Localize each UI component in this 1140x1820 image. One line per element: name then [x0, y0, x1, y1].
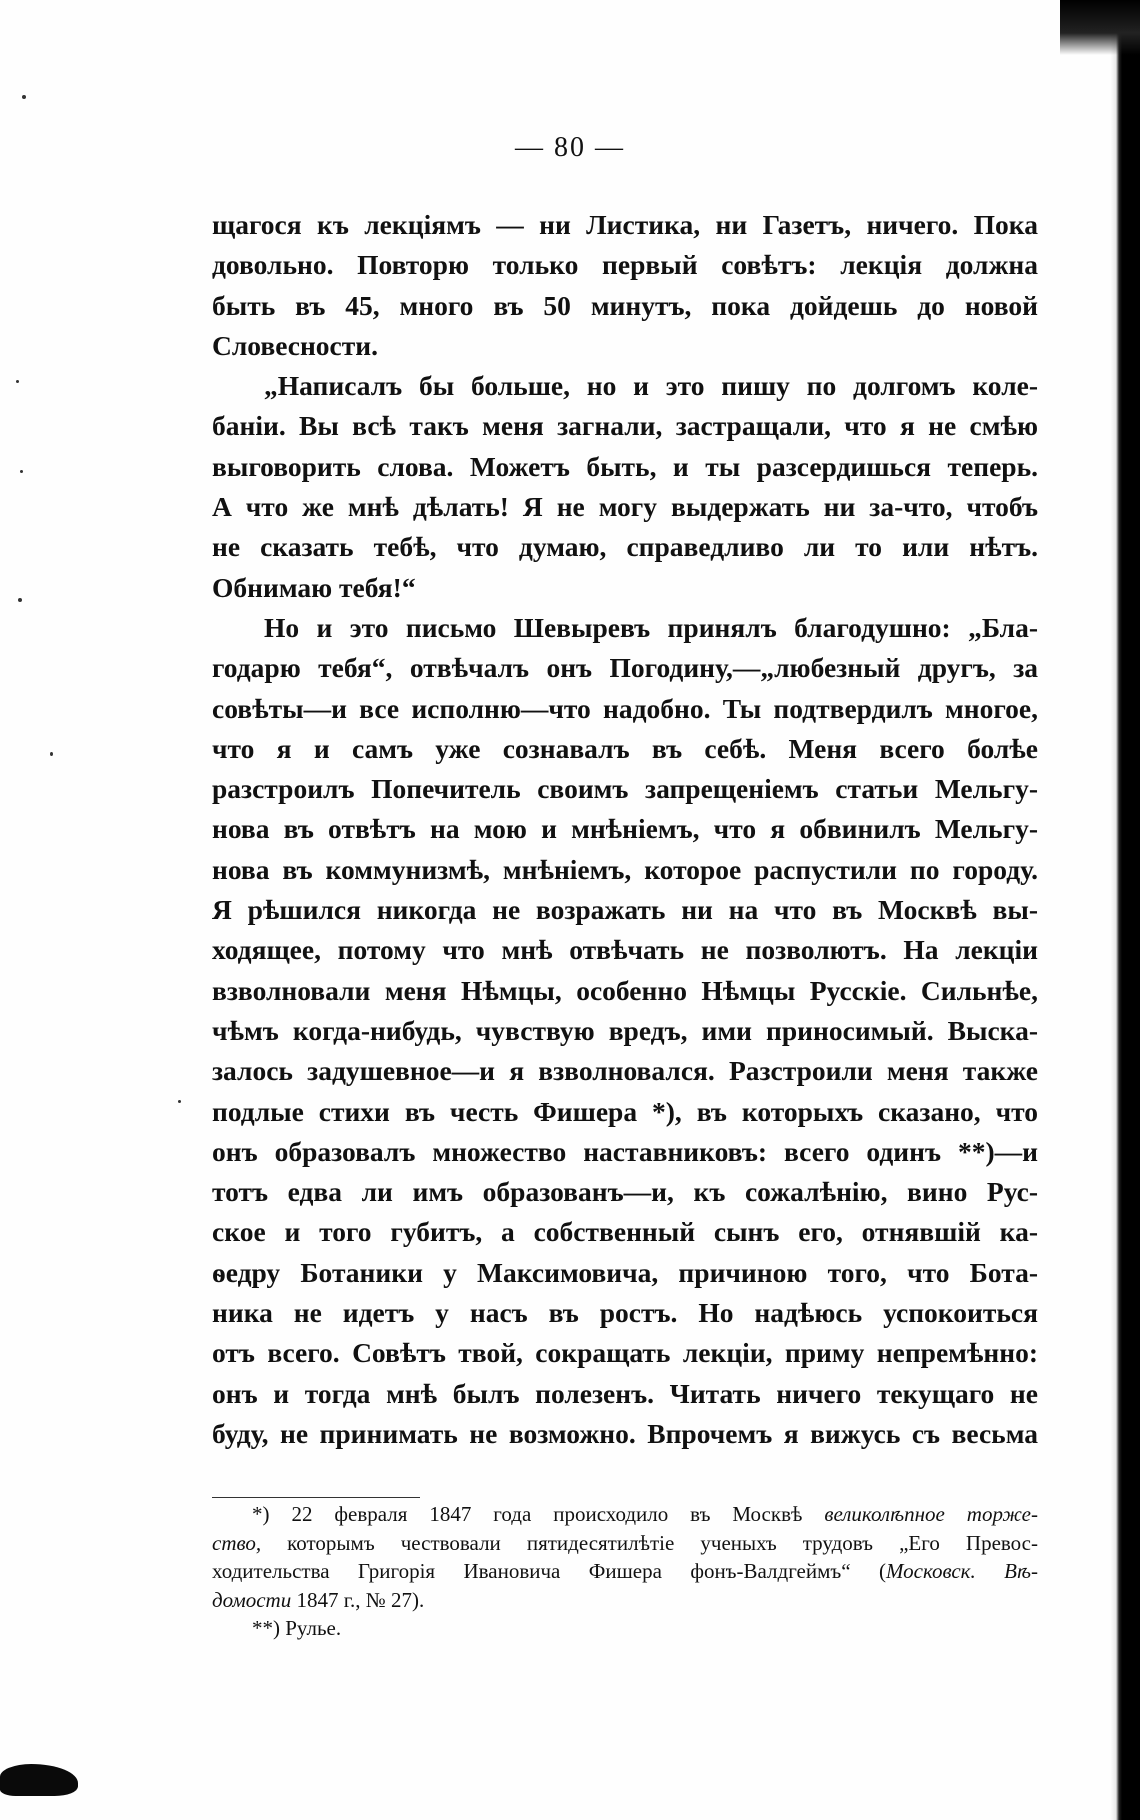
scan-speck	[50, 752, 53, 756]
text-line: совѣты—и все исполню—что надобно. Ты подтвердилъ многое,	[212, 692, 1038, 724]
scan-speck	[20, 470, 23, 473]
footnote-line: *) 22 февраля 1847 года происходило въ Москвѣ великолѣпное торже-	[252, 1502, 1038, 1526]
text-line: выговорить слова. Можетъ быть, и ты разсердишься теперь.	[212, 450, 1038, 482]
text-line: подлые стихи въ честь Фишера *), въ которыхъ сказано, что	[212, 1095, 1038, 1127]
footnote-line: домости 1847 г., № 27).	[212, 1587, 425, 1612]
text-line: Но и это письмо Шевыревъ принялъ благодушно: „Бла-	[264, 611, 1038, 643]
text-line: баніи. Вы всѣ такъ меня загнали, застращали, что я не смѣю	[212, 410, 1038, 442]
text-line: залось задушевное—и я взволновался. Разстроили меня также	[212, 1055, 1038, 1087]
text-line: Словесности.	[212, 329, 378, 361]
scan-speck	[22, 95, 26, 99]
scan-speck	[16, 380, 19, 383]
text-line: буду, не принимать не возможно. Впрочемъ я вижусь съ весьма	[212, 1417, 1038, 1449]
text-line: довольно. Повторю только первый совѣтъ: лекція должна	[212, 249, 1038, 281]
text-line: быть въ 45, много въ 50 минутъ, пока дойдешь до новой	[212, 289, 1038, 321]
footnote-line: ство, которымъ чествовали пятидесятилѣтіе ученыхъ трудовъ „Его Превос-	[212, 1530, 1038, 1555]
text-line: „Написалъ бы больше, но и это пишу по долгомъ коле-	[264, 370, 1038, 402]
scan-edge-corner	[1060, 0, 1140, 55]
text-line: А что же мнѣ дѣлать! Я не могу выдержать ни за-что, чтобъ	[212, 491, 1038, 523]
text-line: нова въ отвѣтъ на мою и мнѣніемъ, что я обвинилъ Мельгу-	[212, 813, 1038, 845]
text-line: ходящее, потому что мнѣ отвѣчать не позволютъ. На лекціи	[212, 934, 1038, 966]
text-line: взволновали меня Нѣмцы, особенно Нѣмцы Русскіе. Сильнѣе,	[212, 974, 1038, 1006]
text-line: щагося къ лекціямъ — ни Листика, ни Газетъ, ничего. Пока	[212, 209, 1038, 240]
scan-speck	[18, 598, 22, 602]
text-line: нова въ коммунизмѣ, мнѣніемъ, которое распустили по городу.	[212, 853, 1038, 885]
ink-blot	[0, 1764, 78, 1796]
text-line: Обнимаю тебя!“	[212, 571, 416, 603]
text-line: ское и того губитъ, а собственный сынъ его, отнявшій ка-	[212, 1216, 1038, 1248]
text-line: Я рѣшился никогда не возражать ни на что въ Москвѣ вы-	[212, 894, 1038, 926]
text-line: онъ образовалъ множество наставниковъ: всего одинъ **)—и	[212, 1135, 1038, 1167]
text-line: ника не идетъ у насъ въ ростъ. Но надѣюсь успокоиться	[212, 1297, 1038, 1329]
text-line: не сказать тебѣ, что думаю, справедливо ли то или нѣтъ.	[212, 531, 1038, 563]
page-number: — 80 —	[515, 132, 625, 163]
text-line: разстроилъ Попечитель своимъ запрещеніемъ статьи Мельгу-	[212, 773, 1038, 805]
text-line: отъ всего. Совѣтъ твой, сокращать лекціи, приму непремѣнно:	[212, 1337, 1038, 1369]
text-line: что я и самъ уже сознавалъ въ себѣ. Меня всего болѣе	[212, 732, 1038, 764]
footnote-divider	[212, 1497, 420, 1498]
scan-edge-shadow	[1110, 0, 1140, 1820]
text-line: чѣмъ когда-нибудь, чувствую вредъ, ими приносимый. Выска-	[212, 1014, 1038, 1046]
text-line: годарю тебя“, отвѣчалъ онъ Погодину,—„любезный другъ, за	[212, 652, 1038, 684]
scan-speck	[178, 1100, 181, 1103]
text-line: онъ и тогда мнѣ былъ полезенъ. Читать ничего текущаго не	[212, 1377, 1038, 1409]
text-line: ѳедру Ботаники у Максимовича, причиною того, что Бота-	[212, 1256, 1038, 1288]
main-text	[212, 205, 1038, 1454]
text-line: тотъ едва ли имъ образованъ—и, къ сожалѣнію, вино Рус-	[212, 1176, 1038, 1208]
footnote-line: **) Рулье.	[252, 1616, 342, 1640]
footnotes	[212, 1500, 1038, 1643]
footnote-line: ходительства Григорія Ивановича Фишера фонъ-Валдгеймъ“ (Московск. Вѣ-	[212, 1559, 1038, 1583]
